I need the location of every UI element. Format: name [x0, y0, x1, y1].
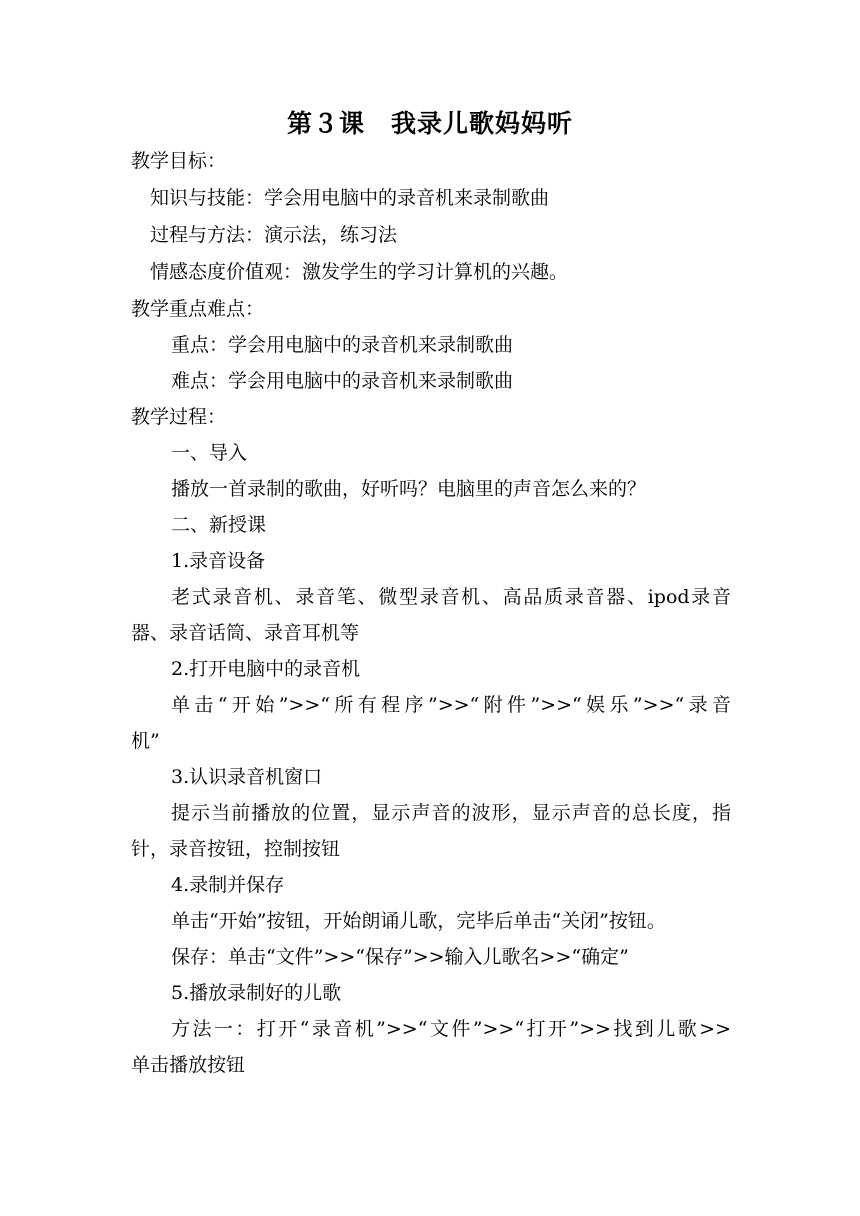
- paragraph-text: 器、录音话筒、录音耳机等: [131, 622, 360, 644]
- section-heading-teaching-goals: 教学目标：: [131, 150, 227, 172]
- paragraph-text: 机”: [131, 730, 160, 752]
- paragraph-text: 单击播放按钮: [131, 1054, 246, 1076]
- paragraph-text: 提示当前播放的位置，显示声音的波形，显示声音的总长度，指: [171, 802, 731, 824]
- section-heading-key-points: 教学重点难点：: [131, 298, 265, 320]
- difficult-point: 难点：学会用电脑中的录音机来录制歌曲: [171, 370, 514, 392]
- goal-knowledge-skills: 知识与技能：学会用电脑中的录音机来录制歌曲: [150, 187, 550, 209]
- subheading-recording-devices: 1.录音设备: [171, 550, 266, 572]
- paragraph-text: 单击“开始”>>“所有程序”>>“附件”>>“娱乐”>>“录音: [171, 694, 731, 716]
- goal-attitude-values: 情感态度价值观：激发学生的学习计算机的兴趣。: [150, 261, 569, 283]
- paragraph-text: 保存：单击“文件”>>“保存”>>输入儿歌名>>“确定”: [171, 946, 629, 968]
- paragraph-text: 老式录音机、录音笔、微型录音机、高品质录音器、ipod录音: [171, 586, 731, 608]
- paragraph-text: 单击“开始”按钮，开始朗诵儿歌，完毕后单击“关闭”按钮。: [171, 910, 666, 932]
- goal-process-methods: 过程与方法：演示法，练习法: [150, 224, 398, 246]
- step-new-lesson-heading: 二、新授课: [171, 514, 267, 536]
- subheading-open-recorder: 2.打开电脑中的录音机: [171, 658, 361, 680]
- subheading-play-recording: 5.播放录制好的儿歌: [171, 982, 342, 1004]
- document-title: 第３课 我录儿歌妈妈听: [286, 109, 573, 138]
- paragraph-text: 方法一：打开“录音机”>>“文件”>>“打开”>>找到儿歌>>: [171, 1018, 731, 1040]
- section-heading-teaching-process: 教学过程：: [131, 406, 227, 428]
- subheading-record-and-save: 4.录制并保存: [171, 874, 285, 896]
- step-introduction-heading: 一、导入: [171, 442, 248, 464]
- paragraph-text: 针，录音按钮，控制按钮: [131, 838, 341, 860]
- paragraph-text: 播放一首录制的歌曲，好听吗？电脑里的声音怎么来的？: [171, 478, 647, 500]
- key-point: 重点：学会用电脑中的录音机来录制歌曲: [171, 334, 514, 356]
- subheading-recorder-window: 3.认识录音机窗口: [171, 766, 323, 788]
